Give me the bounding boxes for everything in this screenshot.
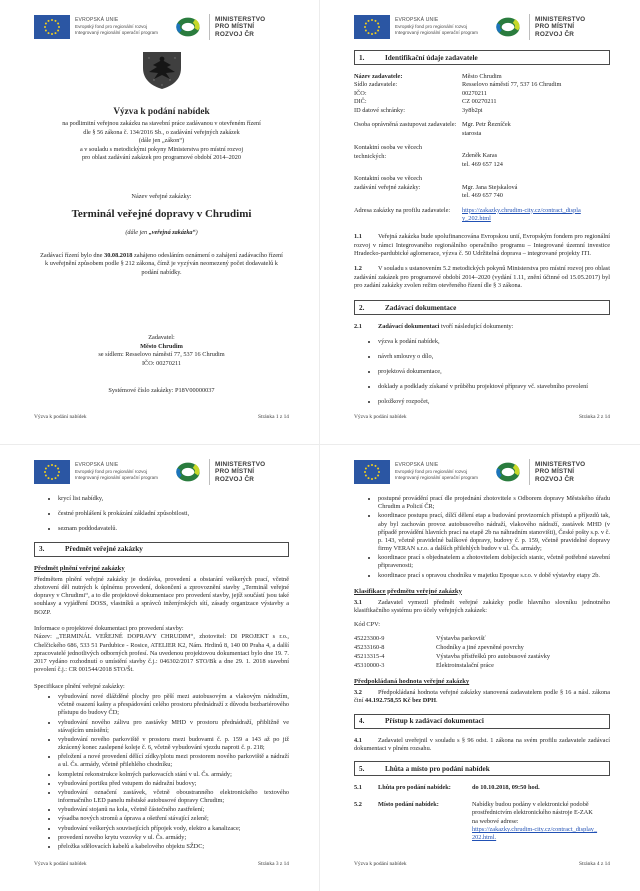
list-item: • krycí list nabídky,	[58, 495, 289, 503]
eu-line3: Integrovaný regionální operační program	[395, 30, 478, 36]
page4-footer	[354, 861, 610, 867]
ministry-line2: PRO MÍSTNÍ	[535, 468, 575, 476]
footer-page-number: Stránka 1 z 14	[258, 414, 289, 420]
ministry-line1: MINISTERSTVO	[535, 15, 586, 23]
list-item: • čestné prohlášení k prokázání základní způsobilosti,	[58, 510, 289, 518]
page3-footer	[34, 861, 289, 867]
cpv-row: 45310000-3 Elektroinstalační práce	[354, 661, 494, 669]
authorized-person-row: Osoba oprávněná zastupovat zadavatele: Mgr. Petr Řezníček starosta	[354, 121, 511, 137]
specification-title: Specifikace plnění veřejné zakázky:	[34, 682, 125, 690]
list-item: • přeložka sdělovacích kabelů a kabelového objektu SŽDC;	[58, 843, 289, 851]
specification-list	[34, 693, 289, 851]
subtitle-line3: (dále jen „zákon“)	[138, 137, 185, 145]
ministry-logo-text	[215, 16, 265, 39]
procurement-contact-row: Kontaktní osoba ve věcech zadávání veřejné zakázky: Mgr. Jana Stejskalová tel. 469 657 740	[354, 175, 518, 200]
header-logos	[354, 14, 610, 40]
list-item: • vybudování označení zastávek, včetně oboustranného elektronického textového informačního LED panelu městské autobusové dopravy Chrudim;	[58, 789, 289, 805]
eu-line2: Evropský fond pro regionální rozvoj	[395, 24, 468, 30]
subtitle-line2: dle § 56 zákona č. 134/2016 Sb., o zadávání veřejných zakázek	[83, 128, 240, 136]
eu-line1: EVROPSKÁ UNIE	[75, 462, 119, 469]
id-row: ID datové schránky: 3y8b2pi	[354, 106, 483, 114]
section-1-header: 1. Identifikační údaje zadavatele	[354, 50, 610, 65]
list-item: • vybudování nového zálivu pro zastávky MHD v prostoru přednádraží, přibližně ve stávajícím umístění;	[58, 719, 289, 735]
list-item: • výzva k podání nabídek,	[378, 338, 610, 346]
list-item: • vybudování stojanů na kola, včetně částečného zastřešení;	[58, 806, 289, 814]
list-item: • seznam poddodavatelů.	[58, 525, 289, 533]
ministry-logo	[173, 459, 265, 485]
list-item: • koordinace prací s objednatelem a zhotovitelem dobíjecích stanic, včetně potřebné stavební připravenosti;	[378, 554, 610, 570]
page2-footer	[354, 414, 610, 420]
paragraph-4-1: 4.1 Zadavatel uveřejnil v souladu s § 96 odst. 1 zákona na svém profilu zadavatele zadávací dokumentaci v plném rozsahu.	[354, 736, 610, 752]
ministry-logo	[493, 14, 585, 40]
ministry-line3: ROZVOJ ČR	[535, 475, 575, 483]
logo-divider	[529, 14, 530, 40]
eu-line2: Evropský fond pro regionální rozvoj	[75, 24, 148, 30]
system-number: Systémové číslo zakázky: P18V00000037	[108, 387, 215, 395]
ministry-line2: PRO MÍSTNÍ	[215, 468, 255, 476]
eu-flag-icon	[34, 460, 70, 484]
ministry-line2: PRO MÍSTNÍ	[215, 23, 255, 31]
footer-doc-name: Výzva k podání nabídek	[34, 861, 87, 867]
eu-flag-icon	[354, 460, 390, 484]
contract-name: Terminál veřejné dopravy v Chrudimi	[71, 207, 252, 220]
list-item: • kompletní rekonstrukce kolmých parkovacích stání v ul. Čs. armády;	[58, 771, 289, 779]
subtitle-line4: a v souladu s metodickými pokyny Ministerstva pro místní rozvoj	[79, 145, 244, 153]
footer-doc-name: Výzva k podání nabídek	[34, 414, 87, 420]
footer-doc-name: Výzva k podání nabídek	[354, 414, 407, 420]
eu-line1: EVROPSKÁ UNIE	[395, 462, 439, 469]
list-item: • postupné provádění prací dle projednání zhotovitele s Odborem dopravy Městského úřadu Chrudim a Policií ČR;	[378, 495, 610, 511]
list-item: • provedení nového krytu vozovky v ul. Čs. armády;	[58, 834, 289, 842]
section-3-header: 3. Předmět veřejné zakázky	[34, 542, 289, 557]
subject-paragraph: Předmětem plnění veřejné zakázky je dodávka, provedení a obstarání veškerých prací, včetně zhotovení děl nutných k úplnému provedení, dokončení a zprovoznění stavby „Terminál veřejné dopravy v Chrudimi“, a to dle projektové dokumentace pro provedení stavby, jejíž součástí jsou také souhlasy a vyjádření DOSS, vlastníků a správců inženýrských sítí, zásady organizace výstavby a BOZP.	[34, 575, 289, 616]
id-row: IČO: 00270211	[354, 89, 487, 97]
footer-page-number: Stránka 3 z 14	[258, 861, 289, 867]
footer-doc-name: Výzva k podání nabídek	[354, 861, 407, 867]
authority-label: Zadavatel:	[148, 333, 175, 341]
paragraph-3-1: 3.1 Zadavatel vymezil předmět veřejné zakázky podle hlavního slovníku jednotného klasifikačního systému pro účely veřejných zakázek:	[354, 598, 610, 615]
page-1	[0, 0, 320, 445]
eu-line2: Evropský fond pro regionální rozvoj	[75, 469, 148, 475]
eu-line1: EVROPSKÁ UNIE	[75, 17, 119, 24]
list-item: • vybudování nové dlážděné plochy pro pěší mezi autobusovým a vlakovým nádražím, včetně osazení kašny a přespádování celého prostoru přednádraží z důvodu bezbariérového přístupu do budovy ČD;	[58, 693, 289, 718]
subtitle-line5: pro oblast zadávání zakázek pro programové období 2014–2020	[82, 154, 241, 162]
ministry-logo-text	[215, 461, 265, 484]
logo-divider	[529, 459, 530, 485]
project-doc-info-paragraph: Název: „TERMINÁL VEŘEJNÉ DOPRAVY CHRUDIM“, zhotovitel: DI PROJEKT s r.o., Chelčického 686, 533 51 Pardubice - Rosice, ATELIER K2, Nám. Hrdinů 8, 140 00 Praha 4, a další zpracovatelé jednotlivých odborných profesí. Na uvedenou projektovou dokumentaci bylo dne 19. 7. 2017 vydáno rozhodnutí o umístění stavby č.j.: 046302/2017 STO/Bk a dne 29. 1. 2018 stavební povolení č.j.: CR 001544/2018 STO/Št.	[34, 633, 289, 674]
profile-address-row: Adresa zakázky na profilu zadavatele: https://zakazky.chrudim-city.cz/contract_display_202.html	[354, 206, 581, 223]
specification-list-continued	[354, 495, 610, 580]
header-logos	[34, 14, 289, 40]
paragraph-3-2: 3.2 Předpokládaná hodnota veřejné zakázky stanovená zadavatelem podle § 16 a násl. zákona činí 44.192.758,55 Kč bez DPH.	[354, 689, 610, 705]
profile-link[interactable]: https://zakazky.chrudim-city.cz/contract_display_202.html	[462, 206, 581, 223]
ministry-line1: MINISTERSTVO	[535, 460, 586, 468]
ministry-logo	[173, 14, 265, 40]
eu-flag-icon	[354, 15, 390, 39]
subtitle-line1: na podlimitní veřejnou zakázku na stavební práce zadávanou v otevřeném řízení	[62, 120, 261, 127]
ministry-swirl-icon	[493, 461, 523, 483]
subject-heading: Předmět plnění veřejné zakázky	[34, 564, 125, 572]
ministry-logo-text	[535, 16, 585, 39]
document-subtitle	[34, 120, 289, 163]
technical-contact-row: Kontaktní osoba ve věcech technických: Zdeněk Karas tel. 469 657 124	[354, 144, 503, 168]
contract-name-label: Název veřejné zakázky:	[131, 192, 192, 200]
header-logos	[354, 459, 610, 485]
deadline-row: 5.1 Lhůta pro podání nabídek: do 10.10.2018, 09:50 hod.	[354, 784, 540, 792]
classification-heading: Klasifikace předmětu veřejné zakázky	[354, 587, 462, 595]
project-doc-info-title: Informace o projektové dokumentaci pro provedení stavby:	[34, 625, 184, 632]
ministry-logo	[493, 459, 585, 485]
paragraph-2-1: 2.1 Zadávací dokumentaci tvoří následující dokumenty:	[354, 323, 514, 331]
list-item: • přeložení a nové provedení dělící zídky/plotu mezi prostorem nového parkoviště a nádraží a ul. Čs. armády, včetně přilehlého chodníku;	[58, 753, 289, 769]
ministry-swirl-icon	[173, 461, 203, 483]
contracting-authority-block	[34, 334, 289, 369]
chrudim-coat-of-arms	[34, 50, 289, 97]
header-logos	[34, 459, 289, 485]
list-item: • vybudování nového parkoviště v prostoru mezi budovami č. p. 159 a 143 až po již zkrácený konec zaslepené koleje č. 6, včetně vybudování vjezdu naproti č. p. 218;	[58, 736, 289, 752]
ministry-line1: MINISTERSTVO	[215, 460, 266, 468]
cpv-row: 45223300-9 Výstavba parkovišť	[354, 634, 486, 642]
estimated-value-heading: Předpokládaná hodnota veřejné zakázky	[354, 678, 470, 686]
paragraph-1-1: 1.1 Veřejná zakázka bude spolufinancována Evropskou unií, Evropským fondem pro regionální rozvoj v rámci Integrovaného regionálního operačního programu – Integrované územní investice Hradecko-pardubické aglomerace, výzva č. 50 Udržitelná doprava – integrované projekty ITI.	[354, 233, 610, 258]
eu-line2: Evropský fond pro regionální rozvoj	[395, 469, 468, 475]
eu-line1: EVROPSKÁ UNIE	[395, 17, 439, 24]
ministry-line3: ROZVOJ ČR	[535, 30, 575, 38]
page-2	[320, 0, 640, 445]
section-5-header: 5. Lhůta a místo pro podání nabídek	[354, 761, 610, 776]
cpv-label: Kód CPV:	[354, 621, 380, 629]
eu-logo-text	[395, 462, 479, 481]
eu-flag-icon	[34, 15, 70, 39]
id-row: Název zadavatele: Město Chrudim	[354, 73, 502, 80]
paragraph-1-2: 1.2 V souladu s ustanovením 5.2 metodických pokynů Ministerstva pro místní rozvoj pro oblast zadávání zakázek pro programové období 2014–2020 (vydání 1.11, znění účinné od 15.05.2017) byl pro zadání zakázky zvolen režim otevřeného řízení dle § 3 zákona.	[354, 265, 610, 289]
eu-line3: Integrovaný regionální operační program	[75, 475, 158, 481]
page1-footer	[34, 414, 289, 420]
eu-logo-text	[395, 17, 479, 36]
list-item: • koordinace postupu prací, dílčí dělení etap a budování provizorních přístupů a příjezdů tak, aby byl zachován provoz autobusového nádraží, vlakového nádraží, zastávek MHD (v případě provádění hlavních prací na etapě 2b na náhradním stanovišti), České pošty s.p. v č. p. 143, včetně pravidelné balíkové dopravy, budovy č. p. 159, včetně pravidelné dopravy firmy VERAN s.r.o. a dalších přilehlých budov v ul. Čs. armády;	[378, 512, 610, 553]
id-row: Sídlo zadavatele: Resselovo náměstí 77, 537 16 Chrudim	[354, 81, 562, 89]
authority-name: Město Chrudim	[140, 342, 183, 350]
page-3	[0, 445, 320, 891]
footer-page-number: Stránka 2 z 14	[579, 414, 610, 420]
submission-link[interactable]: https://zakazky.chrudim-city.cz/contract_display_202.html.	[472, 826, 598, 842]
page-4	[320, 445, 640, 891]
list-item: • koordinace prací s opravou chodníku v majetku Epoque s.r.o. v době výstavby etapy 2b.	[378, 572, 610, 580]
submission-place-row: 5.2 Místo podání nabídek: Nabídky budou podány v elektronické podobě prostřednictvím elektronického nástroje E-ZAK na webové adrese: https://zakazky.chrudim-city.cz/contract_display_202.html.	[354, 800, 598, 842]
document-title: Výzva k podání nabídek	[113, 107, 210, 117]
list-item: • vybudování veškerých souvisejících přípojek vody, elektro a kanalizace;	[58, 825, 289, 833]
contract-alias: (dále jen „veřejná zakázka“)	[125, 228, 198, 236]
eu-line3: Integrovaný regionální operační program	[395, 475, 478, 481]
eu-logo-text	[75, 17, 159, 36]
cpv-row: 45213315-4 Výstavba přístřešků pro autobusové zastávky	[354, 652, 551, 660]
logo-divider	[209, 459, 210, 485]
list-item: • doklady a podklady získané v průběhu projektové přípravy vč. stavebního povolení	[378, 383, 610, 391]
ministry-logo-text	[535, 461, 585, 484]
footer-page-number: Stránka 4 z 14	[579, 861, 610, 867]
cpv-row: 45233160-8 Chodníky a jiné zpevněné povrchy	[354, 643, 524, 651]
authority-ico: IČO: 00270211	[141, 360, 182, 368]
eu-line3: Integrovaný regionální operační program	[75, 30, 158, 36]
documentation-list	[354, 338, 610, 407]
ministry-line2: PRO MÍSTNÍ	[535, 23, 575, 31]
logo-divider	[209, 14, 210, 40]
eu-logo-text	[75, 462, 159, 481]
list-item: • návrh smlouvy o dílo,	[378, 353, 610, 361]
list-item: • projektová dokumentace,	[378, 368, 610, 376]
id-row: DIČ: CZ 00270211	[354, 98, 497, 106]
section-4-header: 4. Přístup k zadávací dokumentaci	[354, 714, 610, 729]
ministry-line3: ROZVOJ ČR	[215, 475, 255, 483]
ministry-line3: ROZVOJ ČR	[215, 30, 255, 38]
list-item: • výsadba nových stromů a úprava a ošetření stávající zeleně;	[58, 815, 289, 823]
ministry-line1: MINISTERSTVO	[215, 15, 266, 23]
list-item: • položkový rozpočet,	[378, 398, 610, 406]
documentation-list-continued	[34, 495, 289, 534]
authority-address: se sídlem: Resselovo náměstí 77, 537 16 Chrudim	[98, 351, 225, 359]
ministry-swirl-icon	[173, 16, 203, 38]
list-item: • vybudování portiku před vstupem do nádražní budovy;	[58, 780, 289, 788]
opening-paragraph: Zadávací řízení bylo dne 30.08.2018 zahájeno odesláním oznámení o zahájení zadávacího řízení k uveřejnění způsobem podle § 212 zákona, čímž je vyzýván neomezený počet dodavatelů k podání nabídky.	[40, 251, 283, 277]
ministry-swirl-icon	[493, 16, 523, 38]
section-2-header: 2. Zadávací dokumentace	[354, 300, 610, 315]
